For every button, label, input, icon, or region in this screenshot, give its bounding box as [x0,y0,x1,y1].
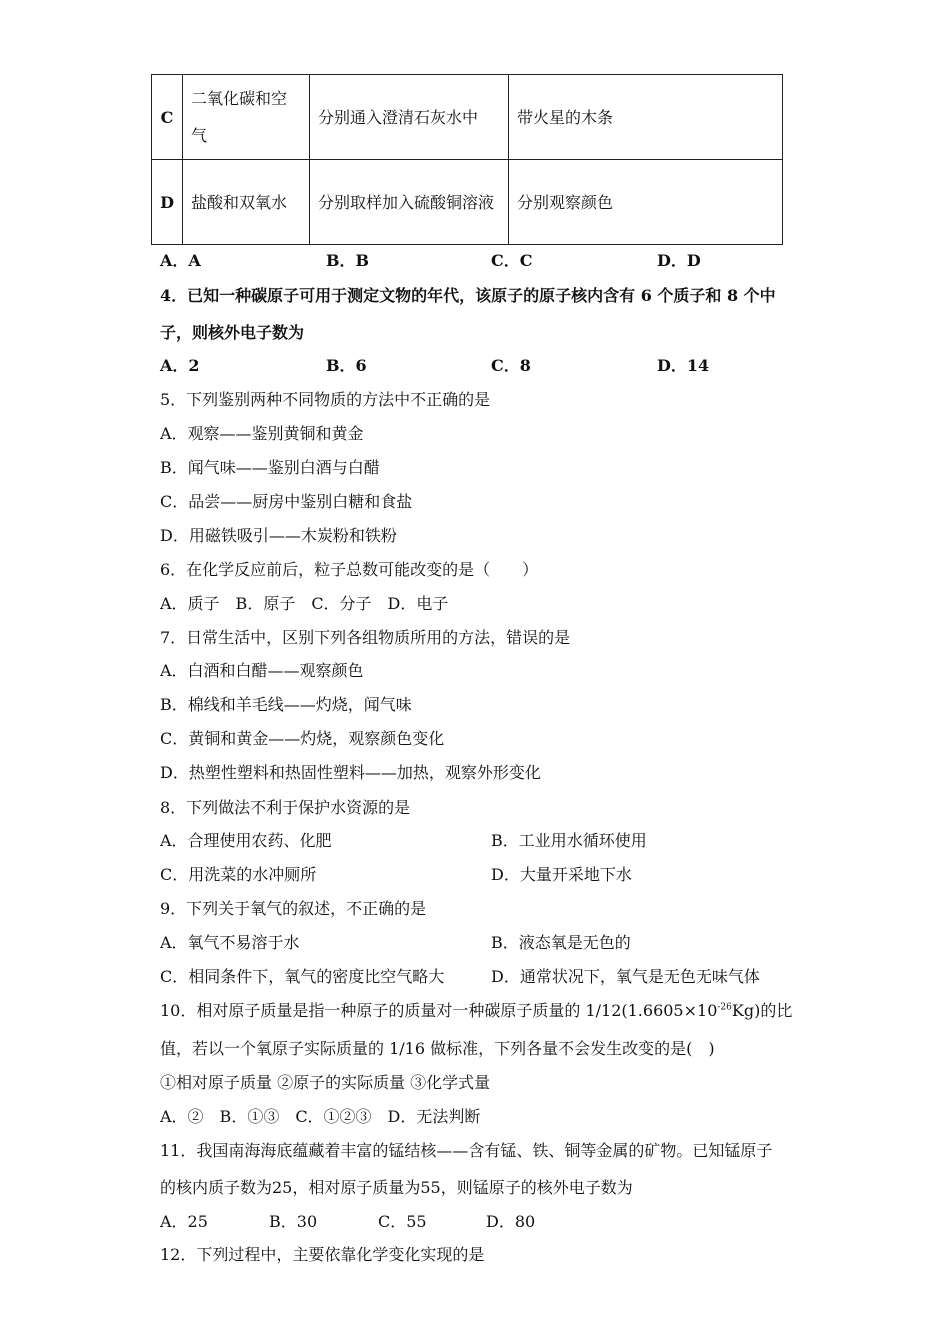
q9-option-a: A．氧气不易溶于水 [160,933,300,952]
table-cell: 分别观察颜色 [509,160,783,245]
q3-option-d: D．D [657,251,701,270]
q5-option-b: B．闻气味——鉴别白酒与白醋 [160,458,380,477]
q9-option-c: C．相同条件下，氧气的密度比空气略大 [160,967,445,986]
q10-stem-line2: 值，若以一个氧原子实际质量的 1/16 做标准，下列各量不会发生改变的是( ) [160,1039,715,1058]
q7-option-c: C．黄铜和黄金——灼烧，观察颜色变化 [160,729,445,748]
q4-stem-line2: 子，则核外电子数为 [160,323,305,342]
q11-option-b: B．30 [269,1212,318,1231]
q10-options: A．② B．①③ C．①②③ D．无法判断 [160,1107,481,1126]
q7-option-b: B．棉线和羊毛线——灼烧，闻气味 [160,695,412,714]
table-cell: 盐酸和双氧水 [183,160,310,245]
q10-exponent: -26 [717,1002,732,1013]
row-label: D [152,160,183,245]
q5-option-c: C．品尝——厨房中鉴别白糖和食盐 [160,492,413,511]
q11-stem-line2: 的核内质子数为25，相对原子质量为55，则锰原子的核外电子数为 [160,1178,633,1197]
q9-stem: 9．下列关于氧气的叙述，不正确的是 [160,899,427,918]
q5-option-d: D．用磁铁吸引——木炭粉和铁粉 [160,526,397,545]
row-label: C [152,75,183,160]
q4-option-c: C．8 [491,356,531,375]
q5-stem: 5．下列鉴别两种不同物质的方法中不正确的是 [160,390,491,409]
options-table [151,74,783,245]
q8-option-c: C．用洗菜的水冲厕所 [160,865,317,884]
q10-line1-tail: Kg)的比 [731,1001,793,1020]
q3-option-b: B．B [326,251,370,270]
q5-option-a: A．观察——鉴别黄铜和黄金 [160,424,364,443]
q4-option-b: B．6 [326,356,367,375]
q6-options: A．质子 B．原子 C．分子 D．电子 [160,594,449,613]
q11-option-a: A．25 [160,1212,208,1231]
q4-option-a: A．2 [160,356,200,375]
q7-option-a: A．白酒和白醋——观察颜色 [160,661,364,680]
q8-option-b: B．工业用水循环使用 [491,831,647,850]
q4-option-d: D．14 [657,356,710,375]
q10-stem-line1 [160,998,792,1021]
q7-option-d: D．热塑性塑料和热固性塑料——加热，观察外形变化 [160,763,541,782]
q8-option-d: D．大量开采地下水 [491,865,632,884]
q4-stem-line1: 4．已知一种碳原子可用于测定文物的年代，该原子的原子核内含有 6 个质子和 8 个中 [160,286,776,305]
q9-option-d: D．通常状况下，氧气是无色无味气体 [491,967,760,986]
table-row [152,160,783,245]
q10-line1-text: 10．相对原子质量是指一种原子的质量对一种碳原子质量的 1/12(1.6605×10 [160,1001,718,1020]
q7-stem: 7．日常生活中，区别下列各组物质所用的方法，错误的是 [160,628,571,647]
q11-option-c: C．55 [378,1212,427,1231]
q8-stem: 8．下列做法不利于保护水资源的是 [160,798,411,817]
table-cell: 二氧化碳和空气 [183,75,310,160]
q8-option-a: A．合理使用农药、化肥 [160,831,332,850]
q11-option-d: D．80 [486,1212,536,1231]
q3-option-a: A．A [160,251,201,270]
q10-stem-line3: ①相对原子质量 ②原子的实际质量 ③化学式量 [160,1073,491,1092]
q3-option-c: C．C [491,251,533,270]
table-row [152,75,783,160]
q9-option-b: B．液态氧是无色的 [491,933,631,952]
q11-stem-line1: 11．我国南海海底蕴藏着丰富的锰结核——含有锰、铁、铜等金属的矿物。已知锰原子 [160,1141,773,1160]
q6-stem: 6．在化学反应前后，粒子总数可能改变的是（ ） [160,560,539,579]
q12-stem: 12．下列过程中，主要依靠化学变化实现的是 [160,1245,485,1264]
table-cell: 分别通入澄清石灰水中 [310,75,509,160]
table-cell: 分别取样加入硫酸铜溶液 [310,160,509,245]
table-cell: 带火星的木条 [509,75,783,160]
